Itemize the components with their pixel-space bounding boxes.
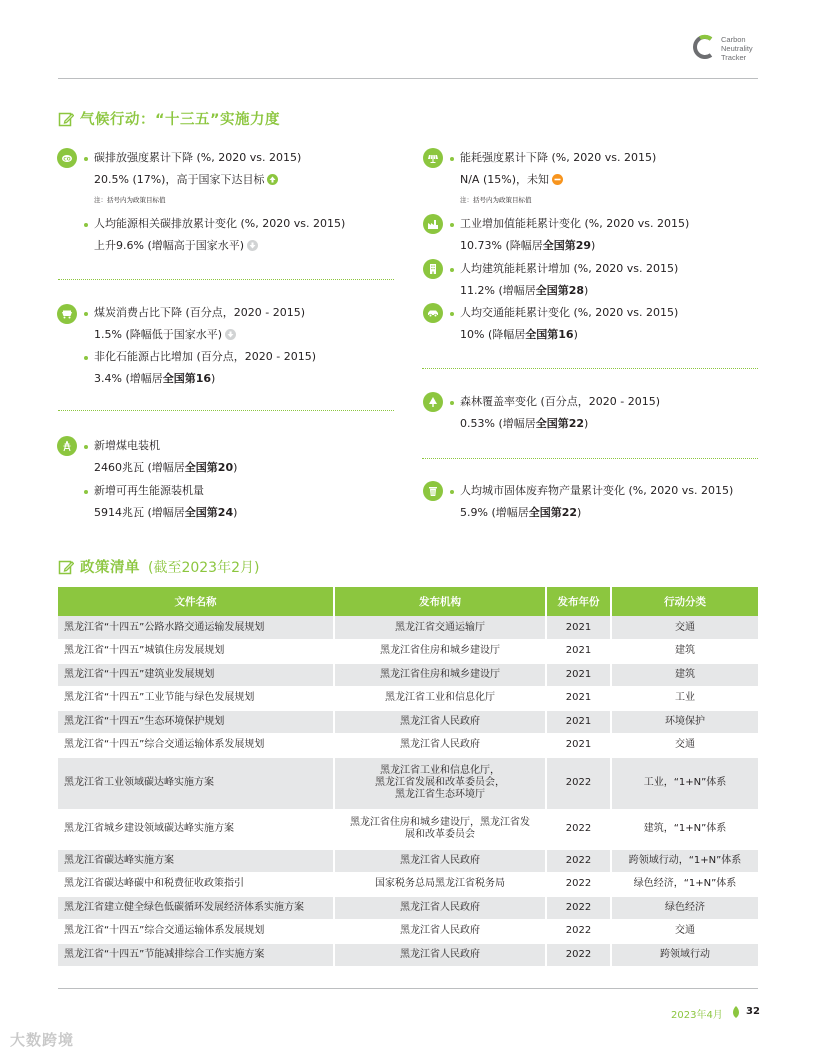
bullet [450,401,454,405]
industry-energy-label: 工业增加值能耗累计变化 (%, 2020 vs. 2015) [460,217,690,230]
action-category-cell: 环境保护 [611,710,758,734]
section-heading-policy-list [58,556,259,577]
edit-icon [58,559,74,575]
bullet [84,312,88,316]
value-suffix: ) [577,506,582,519]
section-subtitle: (截至2023年2月) [148,559,260,576]
logo-line: Carbon [721,35,746,44]
solid-waste-value [460,506,581,520]
policy-name-cell: 黑龙江省“十四五”生态环境保护规划 [58,710,334,734]
logo-line: Tracker [721,53,747,62]
logo-text [721,35,753,62]
carbon-intensity-value [94,173,278,187]
renewable-capacity-label: 新增可再生能源装机量 [94,484,204,497]
policy-name-cell: 黑龙江省“十四五”公路水路交通运输发展规划 [58,616,334,640]
action-category-cell: 建筑 [611,640,758,664]
policy-name-cell: 黑龙江省“十四五”建筑业发展规划 [58,663,334,687]
policy-name-cell: 黑龙江省碳达峰实施方案 [58,849,334,873]
action-category-cell: 绿色经济 [611,896,758,920]
rank-text: 全国第22 [528,506,578,519]
issuing-agency-cell: 黑龙江省住房和城乡建设厅，黑龙江省发 展和改革委员会 [334,809,546,849]
per-capita-emission-label: 人均能源相关碳排放累计变化 (%, 2020 vs. 2015) [94,217,346,230]
value-suffix: ) [233,461,238,474]
value-text: 2460兆瓦 (增幅居 [94,461,185,474]
coal-share-value [94,328,236,342]
value-text: 上升9.6% (增幅高于国家水平) [94,239,245,252]
publish-year-cell: 2021 [546,640,611,664]
section-divider [58,279,394,280]
value-suffix: ) [211,372,216,385]
policy-table [58,587,758,967]
bullet [84,223,88,227]
publish-year-cell: 2022 [546,896,611,920]
value-suffix: ) [584,284,589,297]
value-text: 10.73% (降幅居 [460,239,543,252]
table-body [58,616,758,967]
solar-panel-icon [423,148,443,168]
publish-year-cell: 2021 [546,616,611,640]
header-divider [58,78,758,79]
section-title: 政策清单 [80,560,140,576]
policy-name-cell: 黑龙江省工业领域碳达峰实施方案 [58,757,334,809]
rank-text: 全国第28 [535,284,585,297]
building-energy-value [460,284,588,298]
table-row [58,896,758,920]
bullet [84,157,88,161]
issuing-agency-cell: 黑龙江省工业和信息化厅 [334,687,546,711]
neutral-status-icon [552,174,563,185]
coal-share-label: 煤炭消费占比下降 (百分点，2020 - 2015) [94,306,306,319]
issuing-agency-cell: 黑龙江省住房和城乡建设厅 [334,640,546,664]
leaf-icon [732,1006,740,1018]
coal-capacity-label: 新增煤电装机 [94,439,160,452]
table-row [58,734,758,758]
action-category-cell: 工业 [611,687,758,711]
power-tower-icon [57,436,77,456]
rank-text: 全国第24 [184,506,234,519]
action-category-cell: 交通 [611,920,758,944]
rank-text: 全国第20 [184,461,234,474]
arrow-down-icon [225,329,236,340]
table-row [58,640,758,664]
policy-name-cell: 黑龙江省城乡建设领域碳达峰实施方案 [58,809,334,849]
tree-icon [423,392,443,412]
value-suffix: ) [573,328,578,341]
bullet [450,157,454,161]
action-category-cell: 跨领域行动 [611,943,758,967]
bullet [450,490,454,494]
transport-energy-label: 人均交通能耗累计变化 (%, 2020 vs. 2015) [460,306,679,319]
action-category-cell: 交通 [611,616,758,640]
forest-coverage-value [460,417,588,431]
issuing-agency-cell: 黑龙江省人民政府 [334,920,546,944]
coal-cart-icon [57,304,77,324]
value-text: 10% (降幅居 [460,328,526,341]
building-energy-label: 人均建筑能耗累计增加 (%, 2020 vs. 2015) [460,262,679,275]
arrow-up-icon [267,174,278,185]
transport-energy-value [460,328,578,342]
bullet [450,223,454,227]
carbon-intensity-label: 碳排放强度累计下降 (%, 2020 vs. 2015) [94,151,302,164]
carbon-tracker-logo-icon [691,34,717,60]
publish-year-cell: 2021 [546,710,611,734]
solid-waste-label: 人均城市固体废弃物产量累计变化 (%, 2020 vs. 2015) [460,484,734,497]
section-heading-climate-action [58,108,280,129]
column-header: 发布年份 [546,587,611,616]
factory-icon [423,214,443,234]
table-row [58,687,758,711]
table-row [58,710,758,734]
policy-name-cell: 黑龙江省碳达峰碳中和税费征收政策指引 [58,873,334,897]
table-row [58,757,758,809]
nonfossil-share-label: 非化石能源占比增加 (百分点，2020 - 2015) [94,350,317,363]
forest-coverage-label: 森林覆盖率变化 (百分点，2020 - 2015) [460,395,661,408]
coal-capacity-value [94,461,237,475]
issuing-agency-cell: 黑龙江省人民政府 [334,849,546,873]
renewable-capacity-value [94,506,237,520]
watermark: 大数跨境 [10,1031,75,1049]
energy-intensity-value [460,173,563,187]
value-suffix: ) [591,239,596,252]
publish-year-cell: 2022 [546,920,611,944]
issuing-agency-cell: 黑龙江省住房和城乡建设厅 [334,663,546,687]
target-note: 注：括号内为政策目标值 [460,196,532,204]
policy-name-cell: 黑龙江省“十四五”综合交通运输体系发展规划 [58,920,334,944]
table-row [58,616,758,640]
column-header: 文件名称 [58,587,334,616]
footer-divider [58,988,758,989]
value-suffix: ) [233,506,238,519]
action-category-cell: 工业，“1+N”体系 [611,757,758,809]
table-row [58,663,758,687]
rank-text: 全国第16 [525,328,574,341]
publish-year-cell: 2021 [546,687,611,711]
policy-name-cell: 黑龙江省“十四五”综合交通运输体系发展规划 [58,734,334,758]
bullet [84,490,88,494]
rank-text: 全国第22 [535,417,585,430]
section-divider [422,368,758,369]
value-text: 5914兆瓦 (增幅居 [94,506,185,519]
value-text: 0.53% (增幅居 [460,417,536,430]
value-text: 1.5% (降幅低于国家水平) [94,328,223,341]
issuing-agency-cell: 黑龙江省工业和信息化厅， 黑龙江省发展和改革委员会， 黑龙江省生态环境厅 [334,757,546,809]
svg-text:CO: CO [63,157,71,163]
section-divider [422,458,758,459]
column-header: 行动分类 [611,587,758,616]
bullet [84,445,88,449]
publish-year-cell: 2021 [546,663,611,687]
energy-intensity-label: 能耗强度累计下降 (%, 2020 vs. 2015) [460,151,657,164]
section-divider [58,410,394,411]
action-category-cell: 建筑，“1+N”体系 [611,809,758,849]
nonfossil-share-value [94,372,215,386]
issuing-agency-cell: 黑龙江省交通运输厅 [334,616,546,640]
industry-energy-value [460,239,595,253]
publish-year-cell: 2021 [546,734,611,758]
table-header-row [58,587,758,616]
table-row [58,920,758,944]
edit-icon [58,111,74,127]
policy-name-cell: 黑龙江省“十四五”工业节能与绿色发展规划 [58,687,334,711]
action-category-cell: 建筑 [611,663,758,687]
bullet [450,312,454,316]
table-row [58,873,758,897]
arrow-down-icon [247,240,258,251]
table-row [58,849,758,873]
value-text: 11.2% (增幅居 [460,284,536,297]
value-text: 20.5% (17%)，高于国家下达目标 [94,173,265,186]
target-note: 注：括号内为政策目标值 [94,196,166,204]
publish-year-cell: 2022 [546,849,611,873]
value-suffix: ) [584,417,589,430]
value-text: 5.9% (增幅居 [460,506,529,519]
action-category-cell: 绿色经济，“1+N”体系 [611,873,758,897]
bullet [450,268,454,272]
policy-name-cell: 黑龙江省“十四五”节能减排综合工作实施方案 [58,943,334,967]
trash-bin-icon [423,481,443,501]
policy-name-cell: 黑龙江省建立健全绿色低碳循环发展经济体系实施方案 [58,896,334,920]
column-header: 发布机构 [334,587,546,616]
table-row [58,943,758,967]
publish-year-cell: 2022 [546,873,611,897]
action-category-cell: 交通 [611,734,758,758]
table-row [58,809,758,849]
rank-text: 全国第16 [162,372,212,385]
issuing-agency-cell: 国家税务总局黑龙江省税务局 [334,873,546,897]
issuing-agency-cell: 黑龙江省人民政府 [334,896,546,920]
footer-date: 2023年4月 [671,1010,723,1021]
bullet [84,356,88,360]
logo-line: Neutrality [721,44,753,53]
page-number: 32 [746,1006,760,1017]
policy-name-cell: 黑龙江省“十四五”城镇住房发展规划 [58,640,334,664]
rank-text: 全国第29 [542,239,592,252]
action-category-cell: 跨领域行动，“1+N”体系 [611,849,758,873]
publish-year-cell: 2022 [546,757,611,809]
publish-year-cell: 2022 [546,809,611,849]
value-text: N/A (15%)，未知 [460,173,549,186]
section-title: 气候行动：“十三五”实施力度 [80,112,281,128]
co2-icon [57,148,77,168]
publish-year-cell: 2022 [546,943,611,967]
value-text: 3.4% (增幅居 [94,372,163,385]
issuing-agency-cell: 黑龙江省人民政府 [334,710,546,734]
car-icon [423,303,443,323]
issuing-agency-cell: 黑龙江省人民政府 [334,943,546,967]
building-icon [423,259,443,279]
issuing-agency-cell: 黑龙江省人民政府 [334,734,546,758]
per-capita-emission-value [94,239,258,253]
